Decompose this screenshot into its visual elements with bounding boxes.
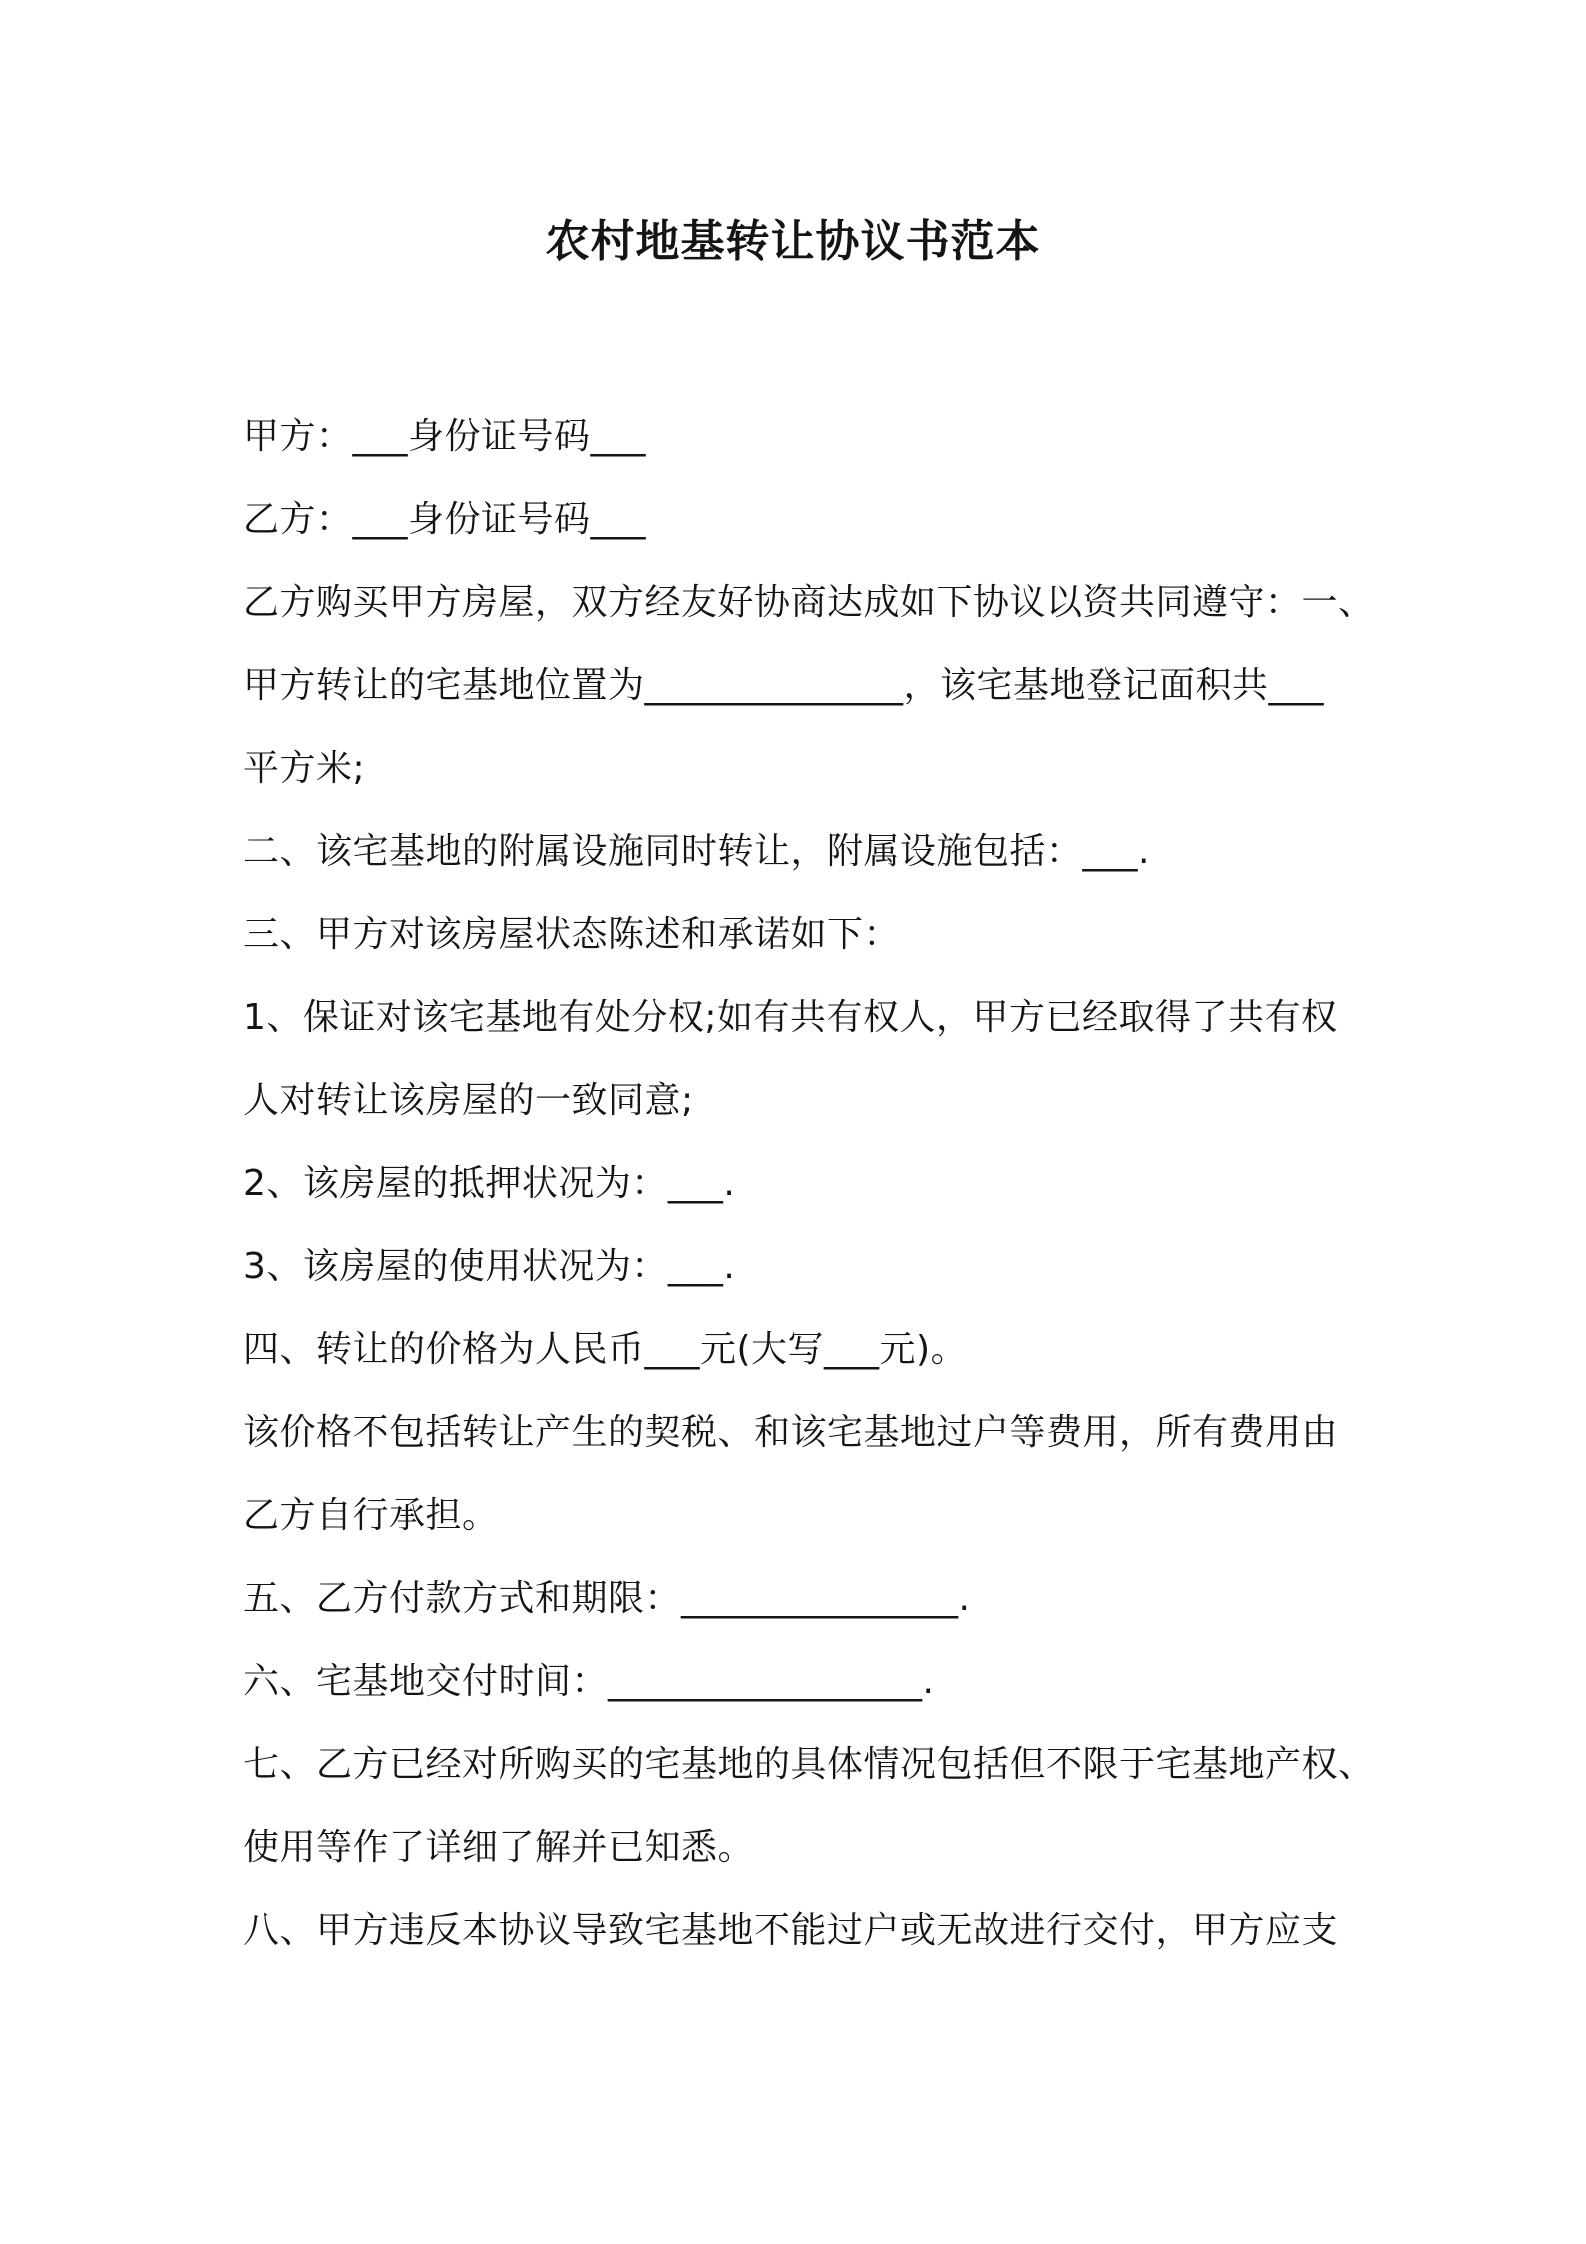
party-b-line: 乙方：___身份证号码___ bbox=[243, 499, 647, 540]
party-a-line: 甲方：___身份证号码___ bbox=[243, 416, 647, 457]
clause-7-cont-line: 使用等作了详细了解并已知悉。 bbox=[243, 1827, 755, 1868]
clause-3-item-2-line: 2、该房屋的抵押状况为：___. bbox=[243, 1163, 736, 1204]
clause-4-fees-line: 该价格不包括转让产生的契税、和该宅基地过户等费用，所有费用由 bbox=[243, 1412, 1339, 1453]
clause-3-line: 三、甲方对该房屋状态陈述和承诺如下： bbox=[243, 914, 901, 955]
document-title: 农村地基转让协议书范本 bbox=[545, 216, 1041, 267]
clause-7-line: 七、乙方已经对所购买的宅基地的具体情况包括但不限于宅基地产权、 bbox=[243, 1744, 1375, 1785]
clause-4-line: 四、转让的价格为人民币___元(大写___元)。 bbox=[243, 1329, 968, 1370]
clause-1-area-line: 平方米; bbox=[243, 748, 366, 789]
clause-4-fees-cont-line: 乙方自行承担。 bbox=[243, 1495, 499, 1536]
clause-6-line: 六、宅基地交付时间：_________________. bbox=[243, 1661, 935, 1702]
clause-3-item-1-cont-line: 人对转让该房屋的一致同意; bbox=[243, 1080, 694, 1121]
clause-2-line: 二、该宅基地的附属设施同时转让，附属设施包括：___. bbox=[243, 831, 1150, 872]
clause-5-line: 五、乙方付款方式和期限：_______________. bbox=[243, 1578, 971, 1619]
agreement-intro-line: 乙方购买甲方房屋，双方经友好协商达成如下协议以资共同遵守：一、 bbox=[243, 582, 1375, 623]
clause-3-item-1-line: 1、保证对该宅基地有处分权;如有共有权人，甲方已经取得了共有权 bbox=[243, 997, 1338, 1038]
clause-3-item-3-line: 3、该房屋的使用状况为：___. bbox=[243, 1246, 736, 1287]
clause-1-location-line: 甲方转让的宅基地位置为______________，该宅基地登记面积共___ bbox=[243, 665, 1325, 706]
clause-8-line: 八、甲方违反本协议导致宅基地不能过户或无故进行交付，甲方应支 bbox=[243, 1910, 1339, 1951]
